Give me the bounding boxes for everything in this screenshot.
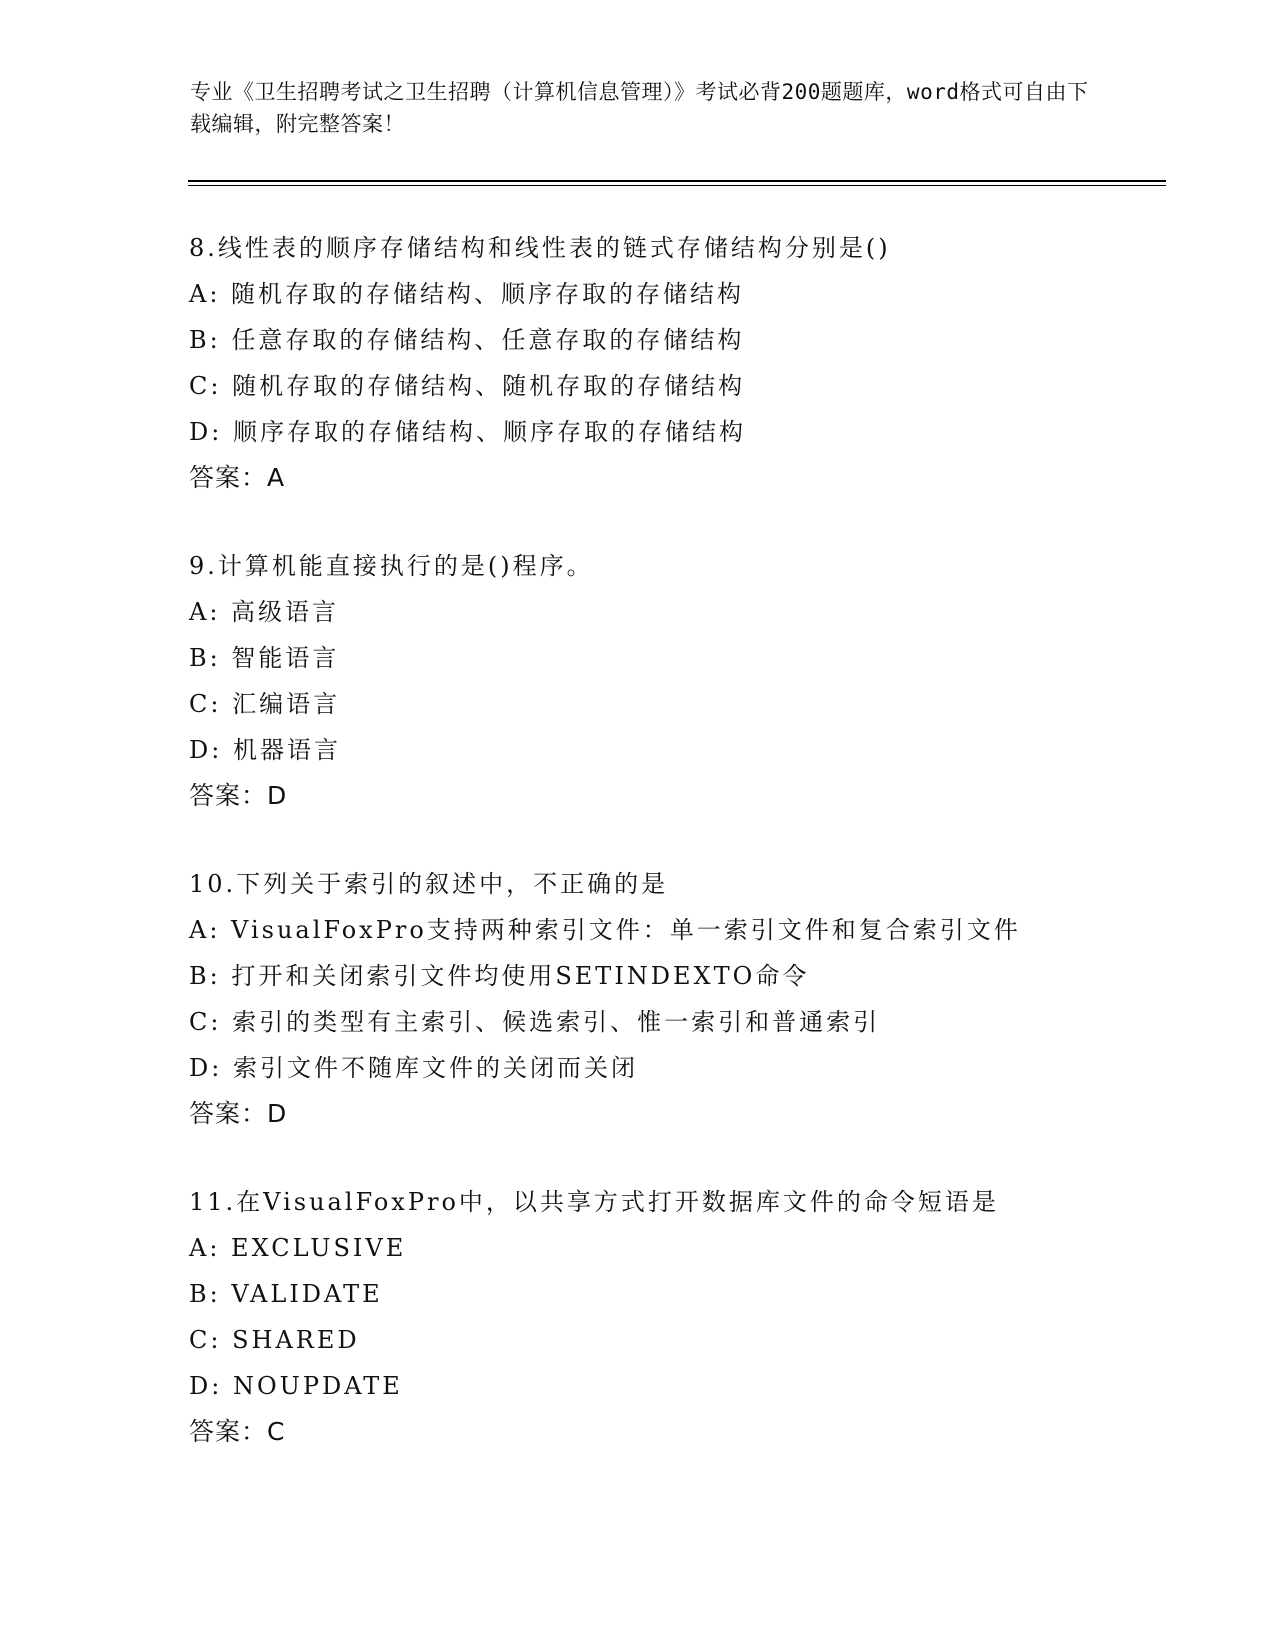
option-a: A: 高级语言: [189, 598, 340, 626]
answer-label: 答案：: [189, 1099, 268, 1128]
answer-value: D: [267, 1099, 288, 1128]
header-divider-secondary: [188, 185, 1166, 186]
option-b: B: 打开和关闭索引文件均使用SETINDEXTO命令: [189, 962, 810, 990]
question-block: [189, 225, 891, 501]
question-stem: 9.计算机能直接执行的是()程序。: [189, 552, 594, 580]
question-block: [189, 1179, 999, 1455]
option-c: C: 索引的类型有主索引、候选索引、惟一索引和普通索引: [189, 1008, 881, 1036]
question-stem: 8.线性表的顺序存储结构和线性表的链式存储结构分别是(): [189, 234, 891, 262]
header-divider: [188, 180, 1166, 182]
answer-label: 答案：: [189, 1417, 268, 1446]
option-b: B: 任意存取的存储结构、任意存取的存储结构: [189, 326, 745, 354]
option-c: C: SHARED: [189, 1326, 360, 1354]
document-header: 专业《卫生招聘考试之卫生招聘（计算机信息管理）》考试必背200题题库，word格式可自由下载编辑，附完整答案！: [190, 80, 1089, 136]
option-c: C: 汇编语言: [189, 690, 341, 718]
answer-value: C: [267, 1417, 286, 1446]
option-d: D: 顺序存取的存储结构、顺序存取的存储结构: [189, 418, 746, 446]
option-d: D: NOUPDATE: [189, 1372, 403, 1400]
question-block: [189, 861, 1021, 1137]
answer-label: 答案：: [189, 781, 268, 810]
option-b: B: VALIDATE: [189, 1280, 383, 1308]
answer-line: [189, 1091, 1021, 1137]
question-stem: 11.在VisualFoxPro中，以共享方式打开数据库文件的命令短语是: [189, 1188, 999, 1216]
option-a: A: VisualFoxPro支持两种索引文件：单一索引文件和复合索引文件: [189, 916, 1021, 944]
question-block: [189, 543, 594, 819]
option-a: A: EXCLUSIVE: [189, 1234, 407, 1262]
answer-line: [189, 1409, 999, 1455]
option-c: C: 随机存取的存储结构、随机存取的存储结构: [189, 372, 746, 400]
option-d: D: 索引文件不随库文件的关闭而关闭: [189, 1054, 638, 1082]
answer-value: A: [267, 463, 286, 492]
option-a: A: 随机存取的存储结构、顺序存取的存储结构: [189, 280, 745, 308]
option-b: B: 智能语言: [189, 644, 340, 672]
answer-line: [189, 773, 594, 819]
answer-label: 答案：: [189, 463, 268, 492]
answer-line: [189, 455, 891, 501]
question-stem: 10.下列关于索引的叙述中，不正确的是: [189, 870, 669, 898]
option-d: D: 机器语言: [189, 736, 341, 764]
answer-value: D: [267, 781, 288, 810]
